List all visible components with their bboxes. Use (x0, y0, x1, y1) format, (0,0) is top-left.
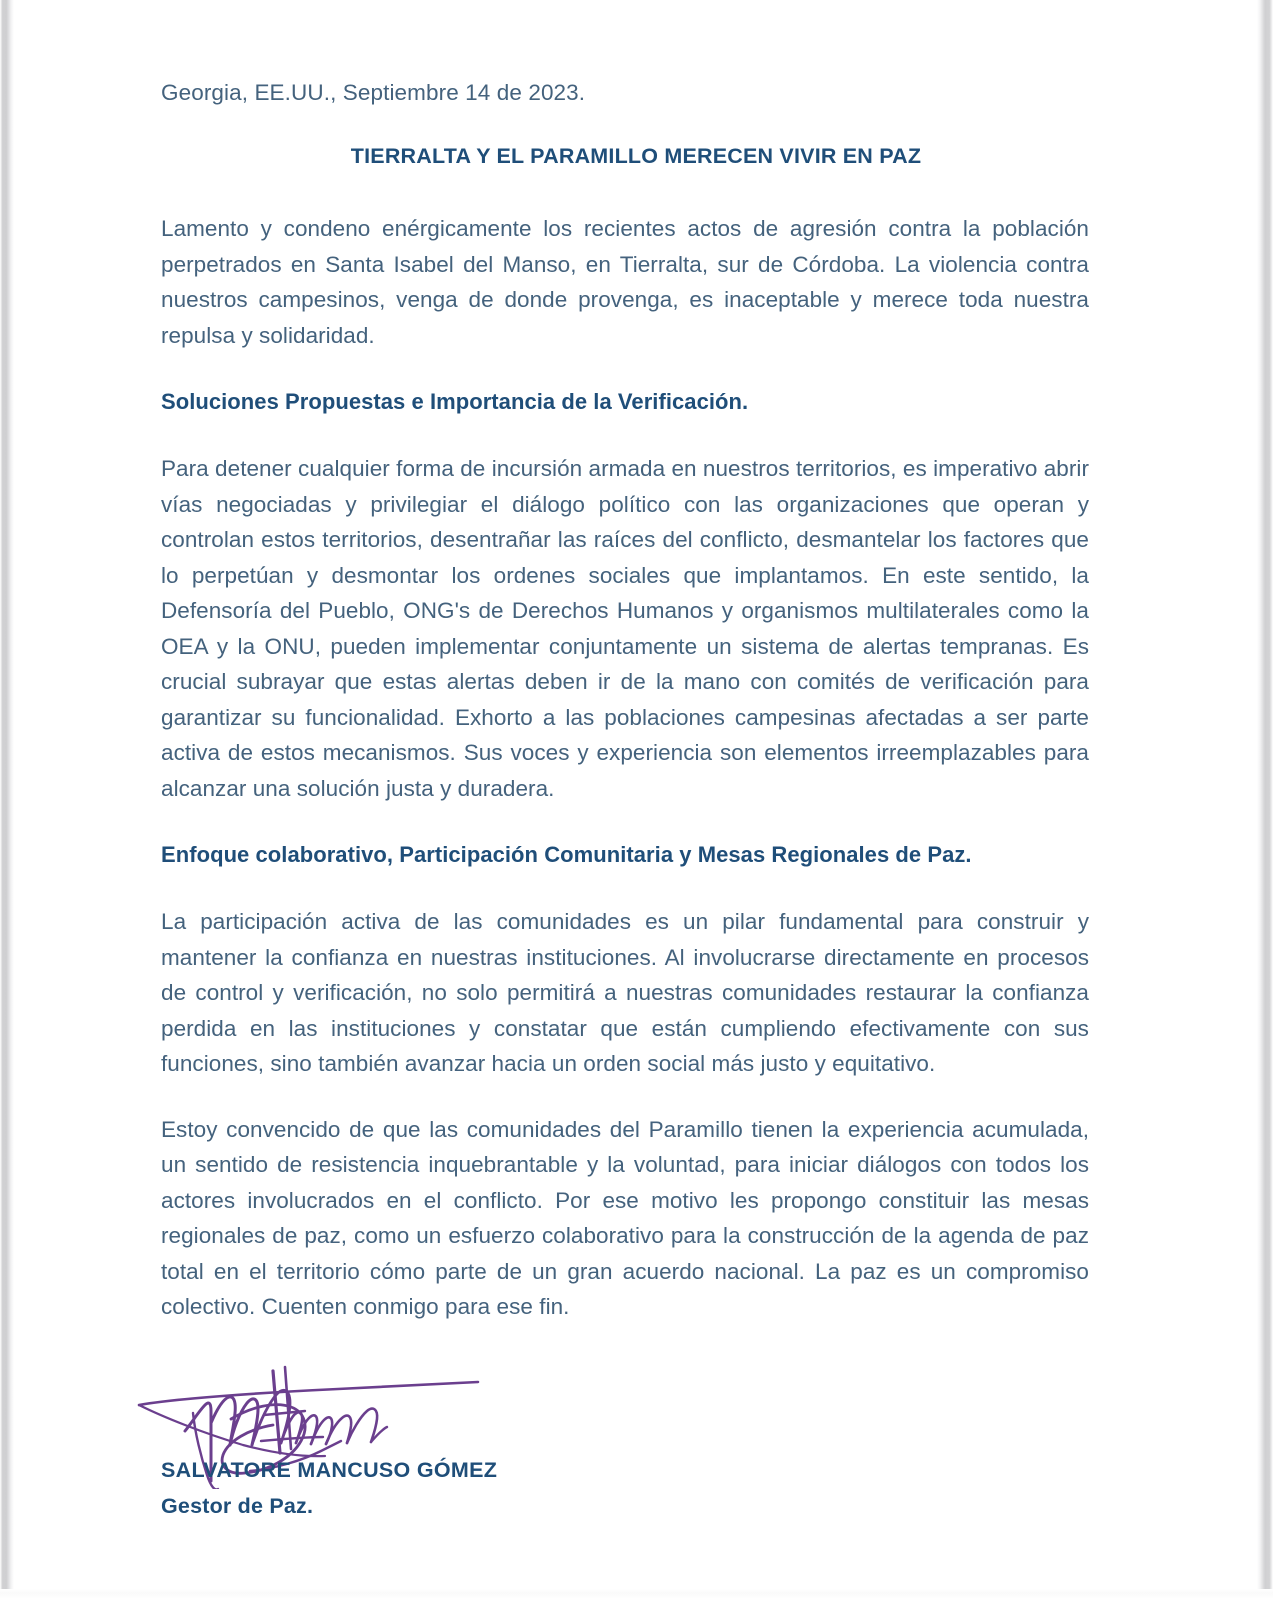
paragraph-mesas-regionales: Estoy convencido de que las comunidades del Paramillo tienen la experiencia acumulada, un sentido de resistencia inquebrantable y la voluntad, para iniciar diálogos con todos los actores involucrados en el conflicto. Por ese motivo les propongo constituir las mesas regionales de paz, como un esfuerzo colaborativo para la construcción de la agenda de paz total en el territorio cómo parte de un gran acuerdo nacional. La paz es un compromiso colectivo. Cuenten conmigo para ese fin. (161, 1116, 1089, 1319)
signer-role: Gestor de Paz. (161, 1493, 314, 1518)
document-title: TIERRALTA Y EL PARAMILLO MERECEN VIVIR EN PAZ (350, 144, 922, 168)
signer-name: SALVATORE MANCUSO GÓMEZ (161, 1457, 498, 1482)
signature-block (161, 1355, 1089, 1518)
dateline: Georgia, EE.UU., Septiembre 14 de 2023. (161, 80, 586, 105)
paragraph-participacion-comunitaria: La participación activa de las comunidades es un pilar fundamental para construir y mantener la confianza en nuestras instituciones. Al involucrarse directamente en procesos de control y verificación, no solo permitirá a nuestras comunidades restaurar la confianza perdida en las instituciones y constatar que están cumpliendo efectivamente con sus funciones, sino también avanzar hacia un orden social más justo y equitativo. (161, 909, 1089, 1076)
section-heading-enfoque-colaborativo: Enfoque colaborativo, Participación Comunitaria y Mesas Regionales de Paz. (161, 842, 972, 867)
paragraph-soluciones-propuestas: Para detener cualquier forma de incursión armada en nuestros territorios, es imperativo abrir vías negociadas y privilegiar el diálogo político con las organizaciones que operan y controlan estos territorios, desentrañar las raíces del conflicto, desmantelar los factores que lo perpetúan y desmontar los ordenes sociales que implantamos. En este sentido, la Defensoría del Pueblo, ONG's de Derechos Humanos y organismos multilaterales como la OEA y la ONU, pueden implementar conjuntamente un sistema de alertas tempranas. Es crucial subrayar que estas alertas deben ir de la mano con comités de verificación para garantizar su funcionalidad. Exhorto a las poblaciones campesinas afectadas a ser parte activa de estos mecanismos. Sus voces y experiencia son elementos irreemplazables para alcanzar una solución justa y duradera. (161, 456, 1089, 801)
section-heading-soluciones-propuestas: Soluciones Propuestas e Importancia de la Verificación. (161, 389, 749, 414)
paragraph-condemnation: Lamento y condeno enérgicamente los recientes actos de agresión contra la población perpetrados en Santa Isabel del Manso, en Tierralta, sur de Córdoba. La violencia contra nuestros campesinos, venga de donde provenga, es inaceptable y merece toda nuestra repulsa y solidaridad. (161, 216, 1089, 348)
document-body (161, 78, 1089, 1518)
